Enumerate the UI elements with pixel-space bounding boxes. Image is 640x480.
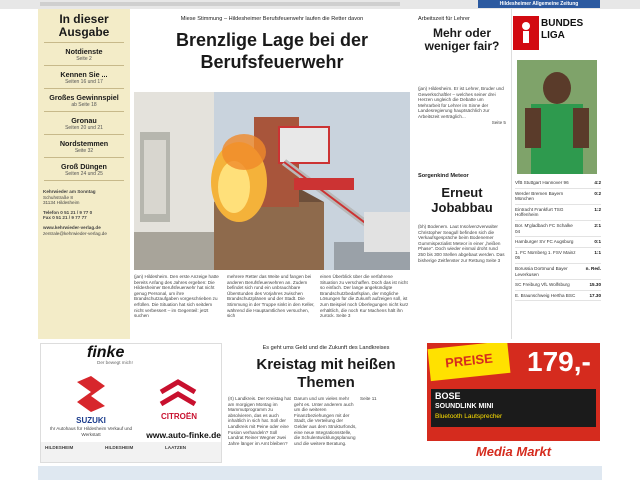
result-teams: SC Freiburg VfL Wolfsburg bbox=[515, 282, 570, 288]
sidebar-item-title: Gronau bbox=[71, 116, 97, 125]
result-teams: Bor. M'gladbach FC Schalke 04 bbox=[515, 222, 573, 234]
mm-product-brand: BOSE bbox=[435, 391, 461, 401]
mm-product-box bbox=[431, 389, 596, 427]
divider bbox=[44, 157, 124, 158]
branch: LAATZEN bbox=[165, 445, 187, 450]
bottom-ad-strip bbox=[38, 466, 602, 480]
finke-header bbox=[41, 344, 221, 368]
lead-column: mehrere Retter das Weite und fangen bei anderen Berufsfeuerwehren an. Zudem befindet sich rund ein unbrauchbare Überstunden des Vorjahres zwischen Brandschutzplänen und der Stadt. Die Stimmung in der Truppe sinkt in den Keller, während die Hauptamtlichen versuchen, sich bbox=[227, 274, 315, 319]
contact-line: Kehrwieder am Sonntag bbox=[43, 189, 96, 194]
contact-line: 31134 Hildesheim bbox=[43, 200, 80, 206]
sidebar-item[interactable] bbox=[38, 94, 130, 108]
result-teams: E. Braunschweig Hertha BSC bbox=[515, 292, 576, 298]
contact-mail-link[interactable]: zentrale@kehrwieder-verlag.de bbox=[43, 230, 107, 236]
sidebar-item-page: Seite 32 bbox=[74, 148, 94, 154]
suzuki-icon bbox=[61, 374, 121, 414]
suzuki-sub: Ihr Autohaus für Hildesheim Verkauf und Werkstatt bbox=[49, 426, 133, 437]
sidebar-item-page: Seiten 16 und 17 bbox=[65, 79, 103, 85]
lead-body bbox=[134, 274, 410, 340]
finke-url-link[interactable]: www.auto-finke.de bbox=[146, 430, 221, 440]
sidebar-item-page: Seiten 24 und 25 bbox=[65, 171, 103, 177]
finke-branches bbox=[41, 442, 221, 462]
lead-photo-fire-ladder[interactable] bbox=[134, 92, 410, 270]
sidebar-item-page: Seiten 20 und 21 bbox=[65, 125, 103, 131]
mm-product-name: SOUNDLINK MINI bbox=[435, 403, 494, 410]
divider bbox=[44, 88, 124, 89]
sidebar-item-page: Seite 2 bbox=[76, 56, 92, 62]
article2-column: Seite 11 bbox=[360, 396, 377, 401]
mm-logo-bar bbox=[427, 441, 600, 463]
citroen-icon bbox=[153, 378, 203, 408]
finke-logo: finke bbox=[87, 344, 125, 361]
bundesliga-logo-text: BUNDES LIGA bbox=[541, 18, 584, 41]
result-row[interactable] bbox=[515, 248, 601, 264]
result-row[interactable] bbox=[515, 205, 601, 221]
ad-auto-finke[interactable] bbox=[40, 343, 222, 463]
sidebar-item-title: Groß Düngen bbox=[61, 162, 107, 171]
result-score: 1:1 bbox=[594, 249, 601, 255]
divider bbox=[44, 65, 124, 66]
lead-headline[interactable]: Brenzlige Lage bei der Berufsfeuerwehr bbox=[175, 30, 369, 72]
result-score: 4:2 bbox=[594, 180, 601, 185]
result-teams: 1. FC Nürnberg 1. FSV Mainz 05 bbox=[515, 249, 576, 261]
finke-slogan: Der bewegt mich! bbox=[97, 360, 133, 365]
article2-kicker: Es geht ums Geld und die Zukunft des Landkreises bbox=[262, 345, 390, 351]
sidebar-item[interactable] bbox=[38, 140, 130, 154]
result-row[interactable] bbox=[515, 280, 601, 291]
sidebar-item-title: Kennen Sie ... bbox=[60, 70, 108, 79]
result-teams: Borussia Dortmund Bayer Leverkusen bbox=[515, 265, 568, 277]
player-photo bbox=[517, 60, 597, 174]
sidebar-item[interactable] bbox=[38, 163, 130, 177]
branch: HILDESHEIM bbox=[45, 445, 74, 450]
result-teams: Hamburger SV FC Augsburg bbox=[515, 239, 574, 245]
contact-block bbox=[38, 189, 130, 236]
result-score: 17.30 bbox=[589, 292, 601, 298]
result-score: 1:2 bbox=[594, 206, 601, 212]
result-row[interactable] bbox=[515, 237, 601, 248]
mm-price: 179,- bbox=[527, 346, 591, 377]
contact-web-link[interactable]: www.kehrwieder-verlag.de bbox=[43, 224, 101, 230]
result-teams: VfB Stuttgart Hannover 96 bbox=[515, 180, 569, 185]
player-illustration bbox=[517, 60, 597, 174]
result-teams: Werder Bremen Bayern München bbox=[515, 190, 564, 202]
suzuki-label: SUZUKI bbox=[76, 416, 106, 425]
masthead-bar bbox=[40, 2, 400, 6]
sidebar-item-title: Großes Gewinnspiel bbox=[49, 93, 119, 102]
sidebar-item-page: ab Seite 18 bbox=[71, 102, 97, 108]
divider bbox=[44, 111, 124, 112]
ad-media-markt[interactable] bbox=[427, 343, 600, 463]
result-row[interactable] bbox=[515, 178, 601, 189]
branch: HILDESHEIM bbox=[105, 445, 134, 450]
top-strip bbox=[0, 0, 640, 9]
rc-body-meteor: (bh) Bodenem. Laut Insolvenzverwalter Christopher Seagull befinden sich die Verkaufsgespräche beim Bodenemer Gummispezialist Meteor in einer „heißen Phase". Doch wieder einmal droht rund 250 bis 300 Stellen abgebaut werden. Das bisherige Zeitfenster zur Rettung Seite 3 bbox=[418, 224, 505, 263]
result-teams: Eintracht Frankfurt TSG Hoffenheim bbox=[515, 206, 564, 218]
fire-photo-illustration bbox=[134, 92, 410, 270]
rc-kicker-teachers: Arbeitszeit für Lehrer bbox=[418, 16, 470, 22]
result-row[interactable] bbox=[515, 221, 601, 237]
result-score: 2:1 bbox=[594, 222, 601, 228]
divider bbox=[44, 42, 124, 43]
result-score: n. Red. bbox=[585, 265, 601, 271]
divider bbox=[44, 134, 124, 135]
mm-banner bbox=[428, 343, 511, 381]
sidebar-item[interactable] bbox=[38, 71, 130, 85]
mm-banner-text: PREISE bbox=[444, 350, 494, 371]
rc-kicker-meteor: Sorgenkind Meteor bbox=[418, 173, 469, 179]
sidebar-item[interactable] bbox=[38, 117, 130, 131]
contact-fax: Fax 0 51 21 / 9 77 77 bbox=[43, 215, 87, 221]
result-row[interactable] bbox=[515, 189, 601, 205]
citroen-label: CITROËN bbox=[161, 412, 197, 421]
sidebar-item-title: Nordstemmen bbox=[59, 139, 109, 148]
rc-headline-meteor[interactable]: Erneut Jobabbau bbox=[431, 185, 493, 215]
divider bbox=[44, 180, 124, 181]
result-score: 15.30 bbox=[589, 282, 601, 288]
masthead-label: Hildesheimer Allgemeine Zeitung bbox=[478, 0, 600, 8]
rc-body-text: (jan) Hildesheim. Er ist Lehrer, Bruder und Gewerkschaftler – welches seiner drei Herzen ungleich die Debatte um Mehrarbeit für Lehrer im Sinne der Landesregierung hauptsächlich zur Arbeitszeit verträglich... bbox=[418, 86, 504, 119]
mm-logo: Media Markt bbox=[475, 444, 552, 459]
article2-column: (rt) Landkreis. Der Kreistag hat am morgigen Montag im Mammutprogramm zu absolvieren, das es auch inhaltlich in sich hat. Soll der Landkreis mit Peine oder eine Fusion verhandeln? Soll Landrat Reiner Wegner zwei Jahre länger im Amt bleiben? bbox=[228, 396, 291, 446]
article2-headline[interactable]: Kreistag mit heißen Themen bbox=[256, 356, 396, 391]
rc-headline-teachers[interactable]: Mehr oder weniger fair? bbox=[424, 26, 500, 53]
sidebar-contents bbox=[38, 9, 130, 339]
rc-body-teachers bbox=[418, 86, 506, 125]
bundesliga-results bbox=[515, 178, 601, 301]
sidebar-heading: In dieser Ausgabe bbox=[58, 12, 110, 39]
result-row[interactable] bbox=[515, 291, 601, 302]
result-score: 0:1 bbox=[594, 239, 601, 245]
mm-product-desc: Bluetooth Lautsprecher bbox=[435, 413, 503, 420]
article2-column: Darum und um vieles mehr geht es. Unter anderem auch um die weiteren Finanzbeziehungen mit der Stadt, die Verteilung der Gelder aus dem Strukturfonds, eine neue Integrationsstelle, die Schulentwicklungsplanung und die weitere Beratung. bbox=[294, 396, 357, 446]
result-row[interactable] bbox=[515, 264, 601, 280]
lead-kicker: Miese Stimmung – Hildesheimer Berufsfeuerwehr laufen die Retter davon bbox=[180, 16, 364, 22]
contact-line: Schuhstraße 8 bbox=[43, 194, 73, 200]
article2-body bbox=[228, 396, 424, 462]
rc-page-ref: Seite 5 bbox=[491, 119, 506, 125]
lead-column: einen Überblick über die verfahrene Situation zu verschaffen. Doch das ist nicht so einfach. Der lange angekündigte Brandschutzbedarfsplan, der mögliche Lösungen für die Zukunft aufzeigen soll, ist zum Beispiel noch Überlegungen nicht kurz erhältlich, die noch Kur Machens hält ihn zurück. Seite 3 bbox=[320, 274, 409, 319]
result-score: 0:2 bbox=[594, 190, 601, 196]
sidebar-item[interactable] bbox=[38, 48, 130, 62]
lead-column: (jan) Hildesheim. Den erste Anzeige hatte bereits Anfang des Jahres ergeben: Die Hildesheimer Berufsfeuerwehr hat nicht genug Personal, um ihre Brandschutzaufgaben vorgeschrieben zu erfüllen. Die Situation hat sich seitdem nicht verbessert – im Gegenteil: jetzt suchen bbox=[134, 274, 219, 319]
contact-phone: Telefon 0 51 21 / 9 77 0 bbox=[43, 209, 93, 215]
sidebar-item-title: Notdienste bbox=[65, 47, 103, 56]
bundesliga-logo bbox=[513, 16, 599, 50]
